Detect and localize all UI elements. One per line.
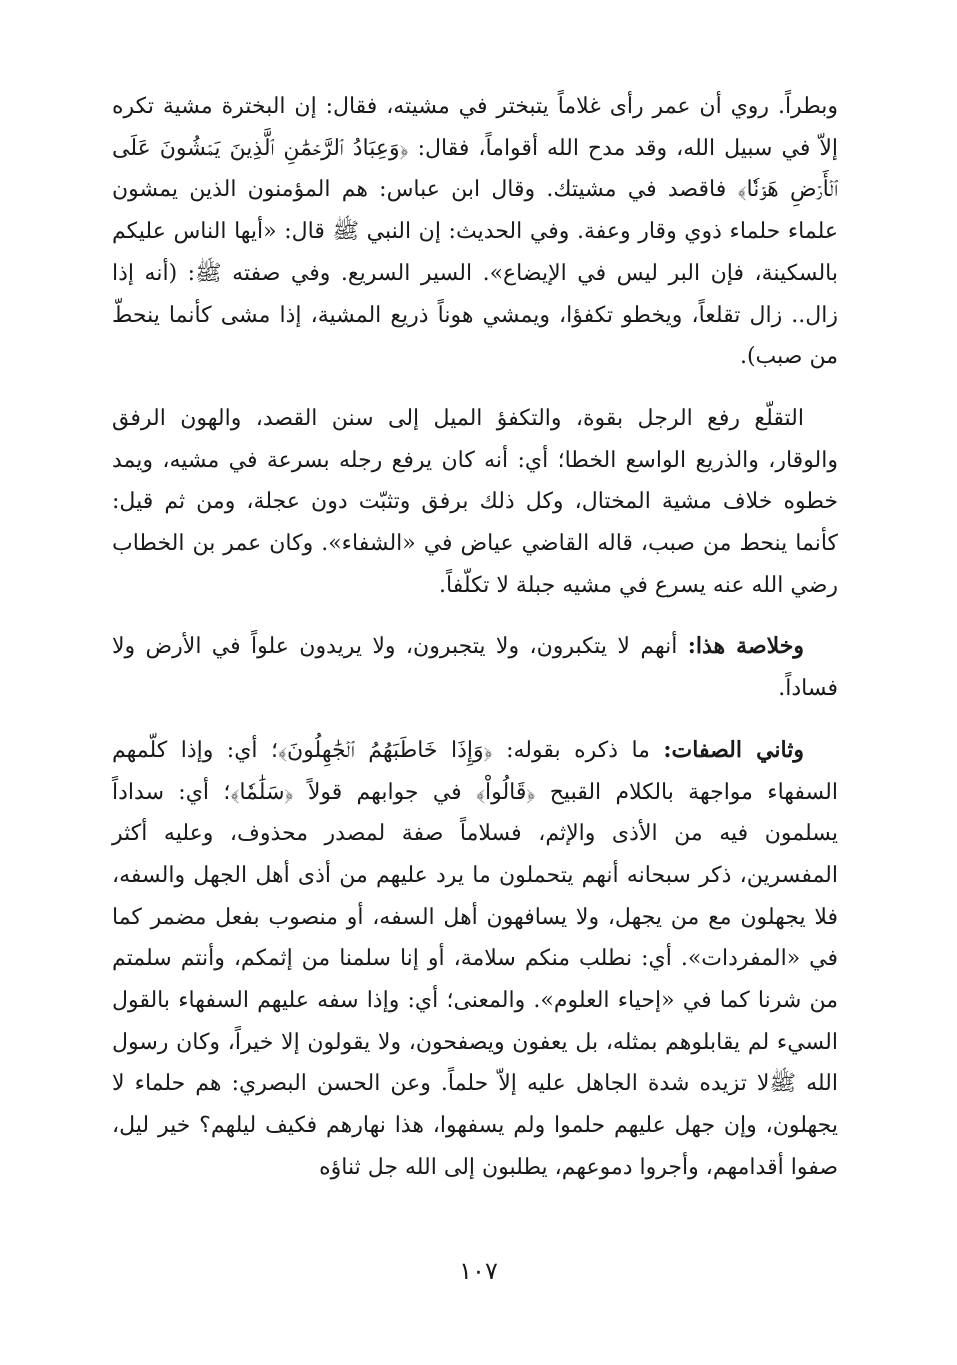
paragraph-3 [112,626,838,709]
paragraph-2 [112,398,838,607]
page-number: ١٠٧ [459,1257,498,1285]
page-body [112,86,838,1209]
paragraph-4 [112,730,838,1189]
paragraph-4-text: ما ذكره بقوله: ﴿وَإِذَا خَاطَبَهُمُ ٱلۡجَٰهِلُونَ﴾؛ أي: وإذا كلّمهم السفهاء مواجهة بالكلام القبيح ﴿قَالُواْ﴾ في جوابهم قولاً ﴿سَلَٰمٗا﴾؛ أي: سداداً يسلمون فيه من الأذى والإثم، فسلاماً صفة لمصدر محذوف، وعليه أكثر المفسرين، ذكر سبحانه أنهم يتحملون ما يرد عليهم من أذى أهل الجهل والسفه، فلا يجهلون مع من يجهل، ولا يسافهون أهل السفه، أو منصوب بفعل مضمر كما في «المفردات». أي: نطلب منكم سلامة، أو إنا سلمنا من إثمكم، وأنتم سلمتم من شرنا كما في «إحياء العلوم». والمعنى؛ أي: وإذا سفه عليهم السفهاء بالقول السيء لم يقابلوهم بمثله، بل يعفون ويصفحون، ولا يقولون إلا خيراً، وكان رسول الله ﷺلا تزيده شدة الجاهل عليه إلاّ حلماً. وعن الحسن البصري: هم حلماء لا يجهلون، وإن جهل عليهم حلموا ولم يسفهوا، هذا نهارهم فكيف ليلهم؟ خير ليل، صفوا أقدامهم، وأجروا دموعهم، يطلبون إلى الله جل ثناؤه [112,737,838,1180]
paragraph-3-body [112,626,838,709]
paragraph-4-body [112,730,838,1189]
paragraph-1 [112,86,838,378]
paragraph-1-text: وبطراً. روي أن عمر رأى غلاماً يتبختر في مشيته، فقال: إن البخترة مشية تكره إلاّ في سبيل الله، وقد مدح الله أقواماً، فقال: ﴿وَعِبَادُ ٱلرَّحۡمَٰنِ ٱلَّذِينَ يَمۡشُونَ عَلَى ٱلۡأَرۡضِ هَوۡنٗا﴾ فاقصد في مشيتك. وقال ابن عباس: هم المؤمنون الذين يمشون علماء حلماء ذوي وقار وعفة. وفي الحديث: إن النبي ﷺ قال: «أيها الناس عليكم بالسكينة، فإن البر ليس في الإيضاع». السير السريع. وفي صفته ﷺ: (أنه إذا زال.. زال تقلعاً، ويخطو تكفؤا، ويمشي هوناً ذريع المشية، إذا مشى كأنما ينحطّ من صبب). [112,94,838,370]
paragraph-2-text: التقلّع رفع الرجل بقوة، والتكفؤ الميل إلى سنن القصد، والهون الرفق والوقار، والذريع الواسع الخطا؛ أي: أنه كان يرفع رجله بسرعة في مشيه، ويمد خطوه خلاف مشية المختال، وكل ذلك برفق وتثبّت دون عجلة، ومن ثم قيل: كأنما ينحط من صبب، قاله القاضي عياض في «الشفاء». وكان عمر بن الخطاب رضي الله عنه يسرع في مشيه جبلة لا تكلّفاً. [112,405,838,598]
paragraph-4-lead: وثاني الصفات: [663,736,804,763]
paragraph-3-lead: وخلاصة هذا: [687,633,805,660]
paragraph-3-text: أنهم لا يتكبرون، ولا يتجبرون، ولا يريدون علواً في الأرض ولا فساداً. [112,634,838,702]
